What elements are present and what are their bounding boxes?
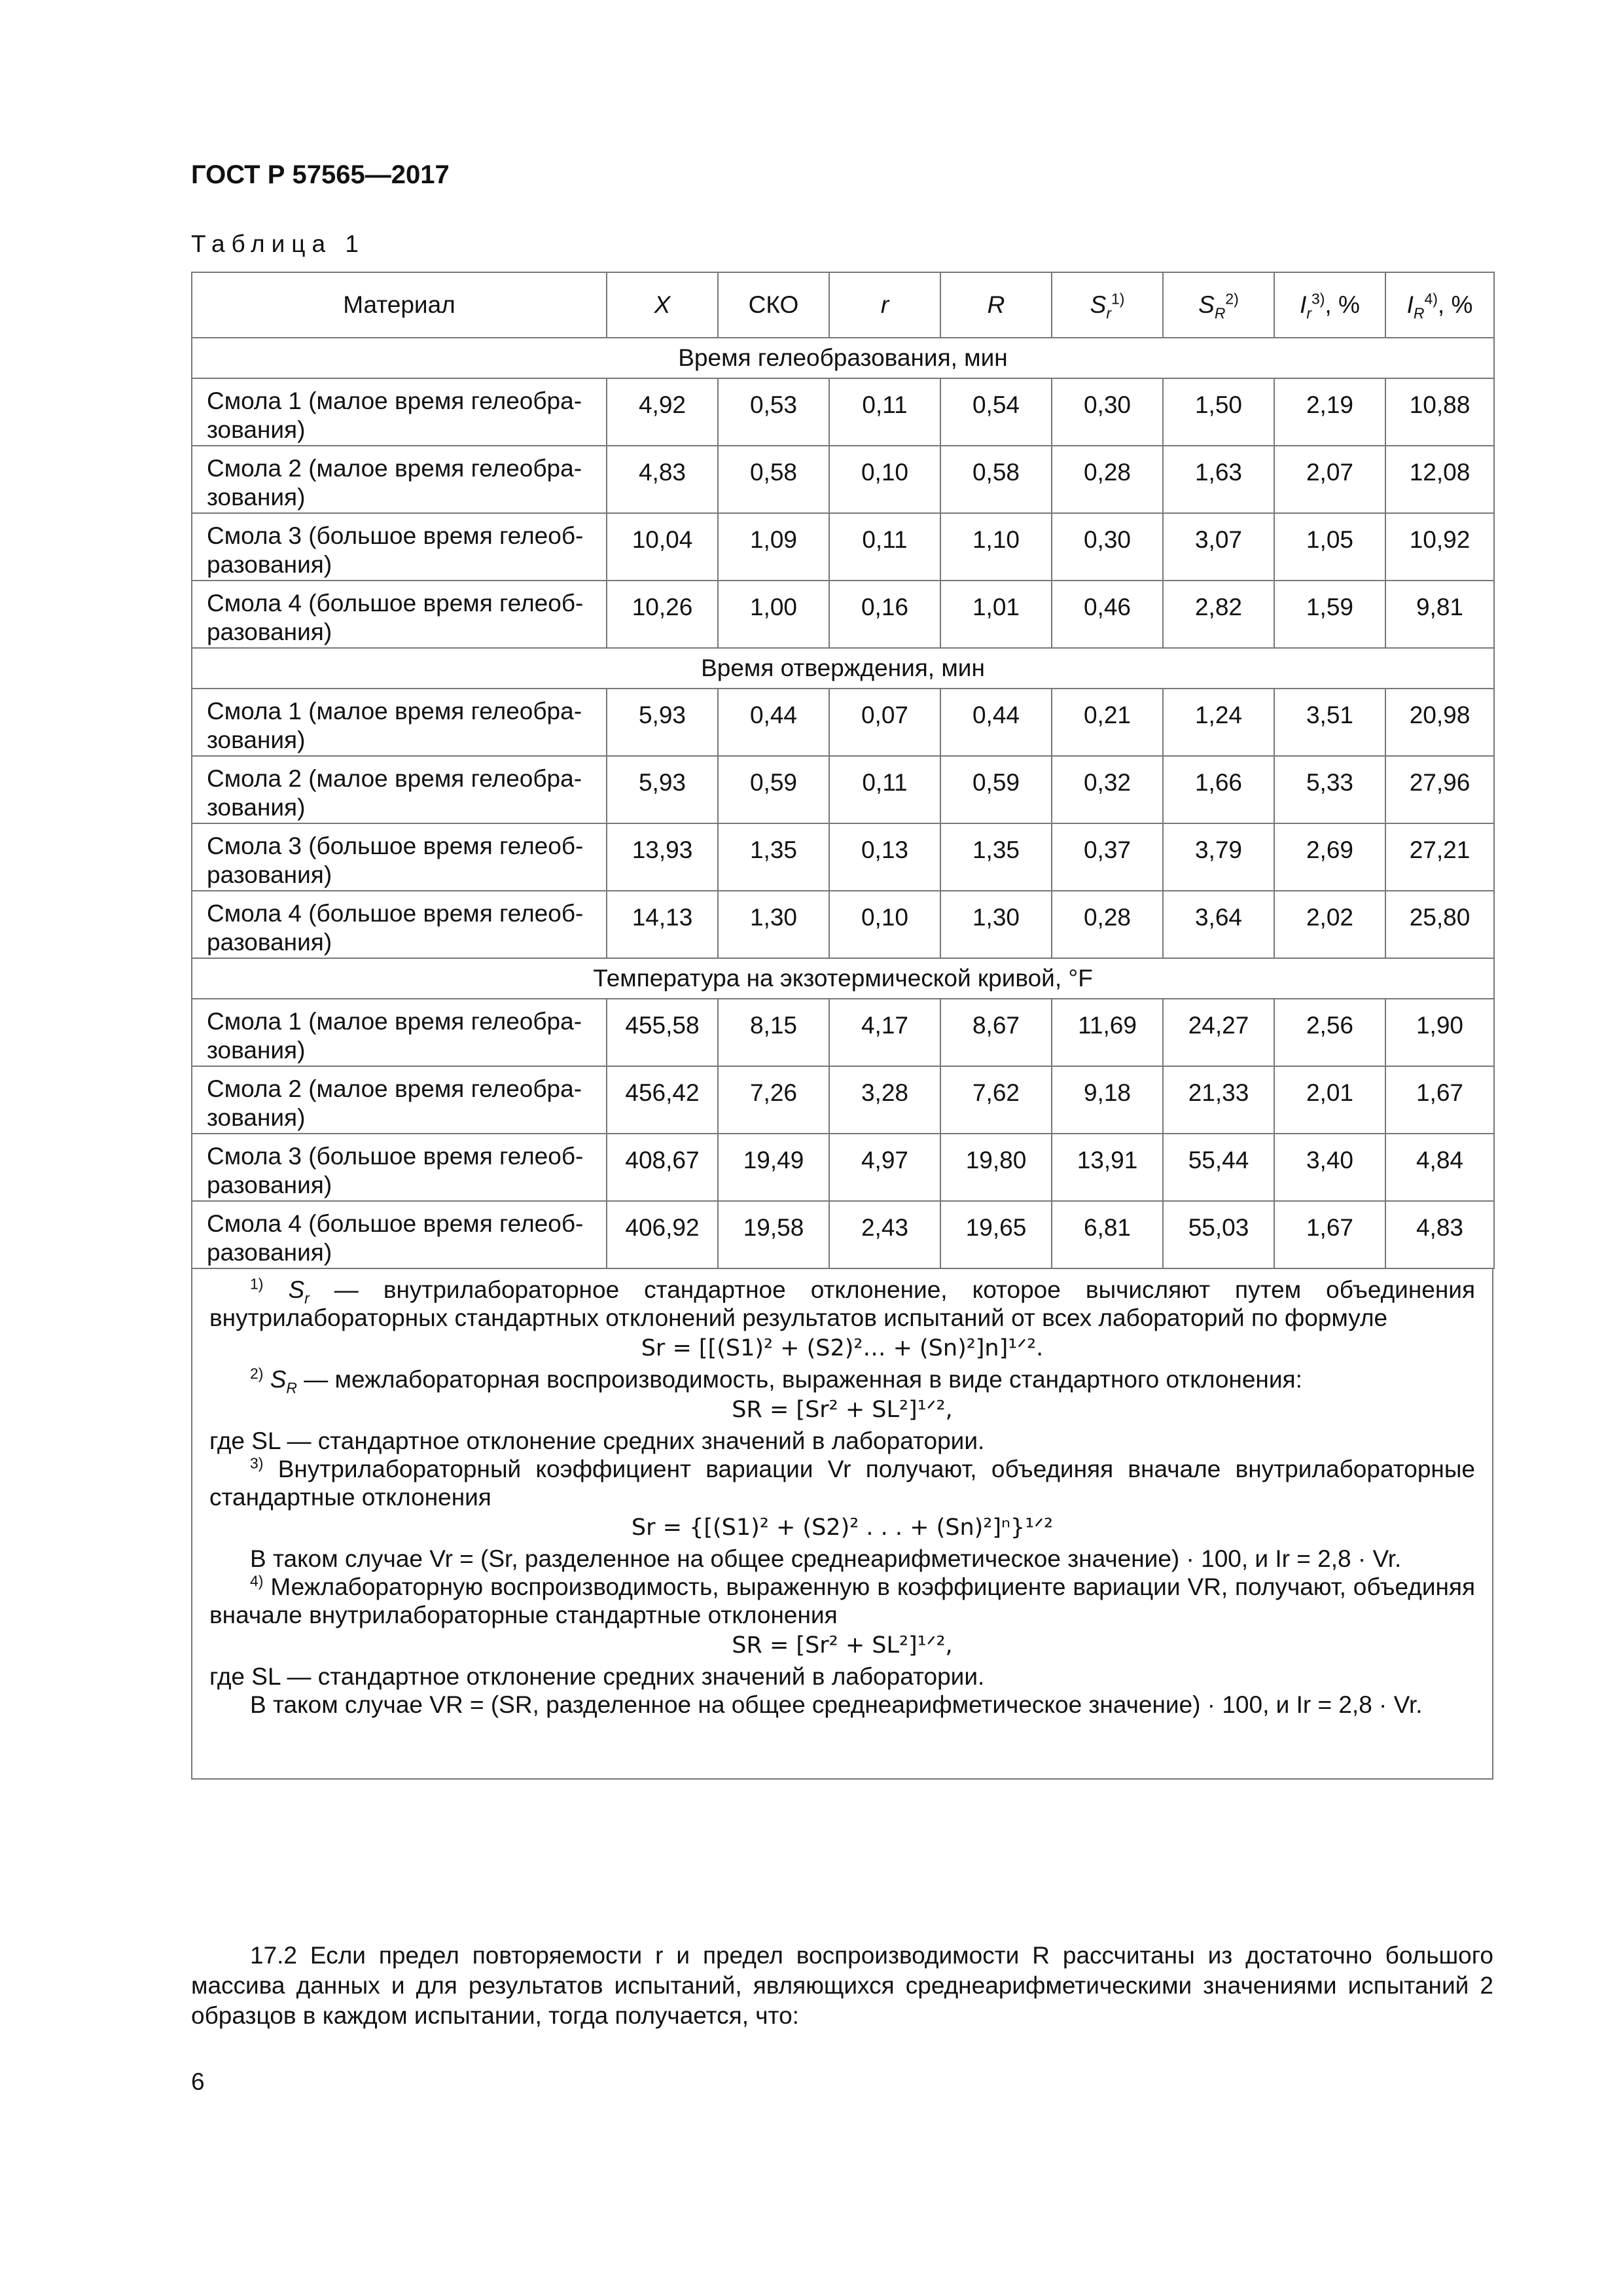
value-cell-iR: 27,21 <box>1385 823 1494 891</box>
material-line-2: зования) <box>207 416 306 443</box>
footnote-4-where: где SL — стандартное отклонение средних значений в лаборатории. <box>209 1663 985 1690</box>
material-line-2: зования) <box>207 1104 306 1131</box>
column-header-iR: $I_R^{4)}$, % <box>1385 272 1494 338</box>
value-cell-r: 0,11 <box>829 513 940 581</box>
value-cell-R: 1,01 <box>940 581 1052 648</box>
value-cell-R: 0,58 <box>940 446 1052 513</box>
value-cell-r: 4,97 <box>829 1134 940 1201</box>
value-cell-ir: 3,51 <box>1274 689 1385 756</box>
table-header-row <box>192 272 1494 338</box>
value-cell-r: 2,43 <box>829 1201 940 1268</box>
value-cell-ir: 2,56 <box>1274 999 1385 1066</box>
value-cell-sR: 24,27 <box>1163 999 1274 1066</box>
value-cell-x: 14,13 <box>607 891 718 958</box>
value-cell-x: 4,83 <box>607 446 718 513</box>
value-cell-sR: 1,50 <box>1163 378 1274 446</box>
value-cell-R: 0,54 <box>940 378 1052 446</box>
material-line-2: разования) <box>207 1239 332 1266</box>
table-row <box>192 513 1494 581</box>
column-header-sR: $S_R^{2)}$ <box>1163 272 1274 338</box>
value-cell-sR: 3,64 <box>1163 891 1274 958</box>
column-header-material: Материал <box>192 272 607 338</box>
formula-sR: SR = [Sr² + SL²]¹ᐟ², <box>732 1397 953 1423</box>
value-cell-sR: 55,44 <box>1163 1134 1274 1201</box>
value-cell-sR: 1,66 <box>1163 756 1274 823</box>
value-cell-sko: 0,44 <box>718 689 829 756</box>
value-cell-sko: 8,15 <box>718 999 829 1066</box>
formula-sr-combined: Sr = {[(S1)² + (S2)² . . . + (Sn)²]ⁿ}¹ᐟ² <box>631 1515 1054 1541</box>
table-row <box>192 1066 1494 1134</box>
table-footnotes <box>191 1269 1493 1780</box>
table-row <box>192 823 1494 891</box>
material-cell <box>192 1134 607 1201</box>
table-row <box>192 1201 1494 1268</box>
value-cell-iR: 12,08 <box>1385 446 1494 513</box>
section-header-row <box>192 338 1494 378</box>
value-cell-iR: 4,84 <box>1385 1134 1494 1201</box>
material-cell <box>192 689 607 756</box>
value-cell-sr: 9,18 <box>1052 1066 1163 1134</box>
value-cell-sr: 13,91 <box>1052 1134 1163 1201</box>
value-cell-r: 0,10 <box>829 891 940 958</box>
value-cell-sr: 0,28 <box>1052 446 1163 513</box>
material-cell <box>192 999 607 1066</box>
material-cell <box>192 581 607 648</box>
value-cell-ir: 5,33 <box>1274 756 1385 823</box>
value-cell-x: 10,26 <box>607 581 718 648</box>
material-line-1: Смола 3 (большое время гелеоб- <box>207 833 584 859</box>
value-cell-sr: 6,81 <box>1052 1201 1163 1268</box>
footnote-3: $^{3)}$ Внутрилабораторный коэффициент вариации Vr получают, объединяя вначале внутрилабораторные стандартные отклонения <box>209 1454 1475 1511</box>
material-line-2: зования) <box>207 794 306 821</box>
table-container <box>191 272 1493 1780</box>
value-cell-ir: 1,59 <box>1274 581 1385 648</box>
table-row <box>192 999 1494 1066</box>
material-line-1: Смола 1 (малое время гелеобра- <box>207 698 582 725</box>
value-cell-sr: 11,69 <box>1052 999 1163 1066</box>
value-cell-iR: 1,90 <box>1385 999 1494 1066</box>
value-cell-sR: 2,82 <box>1163 581 1274 648</box>
material-line-1: Смола 2 (малое время гелеобра- <box>207 765 582 792</box>
value-cell-sr: 0,30 <box>1052 513 1163 581</box>
section-title: Температура на экзотермической кривой, °F <box>192 958 1494 999</box>
value-cell-sko: 1,00 <box>718 581 829 648</box>
value-cell-ir: 1,05 <box>1274 513 1385 581</box>
value-cell-iR: 20,98 <box>1385 689 1494 756</box>
value-cell-sR: 55,03 <box>1163 1201 1274 1268</box>
value-cell-sko: 0,53 <box>718 378 829 446</box>
value-cell-r: 0,07 <box>829 689 940 756</box>
material-line-2: разования) <box>207 619 332 645</box>
table-row <box>192 378 1494 446</box>
value-cell-R: 8,67 <box>940 999 1052 1066</box>
value-cell-sr: 0,21 <box>1052 689 1163 756</box>
material-line-1: Смола 1 (малое время гелеобра- <box>207 1008 582 1035</box>
value-cell-sR: 3,07 <box>1163 513 1274 581</box>
value-cell-R: 0,44 <box>940 689 1052 756</box>
value-cell-r: 0,10 <box>829 446 940 513</box>
section-title: Время отверждения, мин <box>192 648 1494 689</box>
value-cell-ir: 3,40 <box>1274 1134 1385 1201</box>
material-line-2: зования) <box>207 726 306 753</box>
column-header-sr: $S_r^{1)}$ <box>1052 272 1163 338</box>
value-cell-sr: 0,46 <box>1052 581 1163 648</box>
value-cell-sko: 7,26 <box>718 1066 829 1134</box>
footnote-4: $^{4)}$ Межлабораторную воспроизводимость, выраженную в коэффициенте вариации VR, получают, объединяя вначале внутрилабораторные стандартные отклонения <box>209 1572 1475 1628</box>
value-cell-ir: 2,07 <box>1274 446 1385 513</box>
value-cell-R: 19,65 <box>940 1201 1052 1268</box>
material-line-2: разования) <box>207 861 332 888</box>
material-line-1: Смола 2 (малое время гелеобра- <box>207 455 582 482</box>
value-cell-r: 0,11 <box>829 756 940 823</box>
value-cell-sr: 0,28 <box>1052 891 1163 958</box>
value-cell-R: 19,80 <box>940 1134 1052 1201</box>
value-cell-R: 7,62 <box>940 1066 1052 1134</box>
value-cell-r: 0,16 <box>829 581 940 648</box>
table-row <box>192 581 1494 648</box>
material-line-1: Смола 2 (малое время гелеобра- <box>207 1075 582 1102</box>
column-header-x: X <box>607 272 718 338</box>
value-cell-ir: 1,67 <box>1274 1201 1385 1268</box>
value-cell-iR: 10,88 <box>1385 378 1494 446</box>
material-cell <box>192 1066 607 1134</box>
table-row <box>192 756 1494 823</box>
value-cell-R: 1,35 <box>940 823 1052 891</box>
table-row <box>192 689 1494 756</box>
section-title: Время гелеобразования, мин <box>192 338 1494 378</box>
column-header-ir: $I_r^{3)}$, % <box>1274 272 1385 338</box>
data-table <box>191 272 1495 1269</box>
value-cell-x: 456,42 <box>607 1066 718 1134</box>
value-cell-sR: 3,79 <box>1163 823 1274 891</box>
footnote-2: $^{2)}$ $S_R$ — межлабораторная воспроизводимость, выраженная в виде стандартного отклонения: <box>250 1365 1302 1397</box>
table-row <box>192 1134 1494 1201</box>
material-line-1: Смола 1 (малое время гелеобра- <box>207 387 582 414</box>
material-line-2: разования) <box>207 1172 332 1198</box>
value-cell-sR: 1,63 <box>1163 446 1274 513</box>
value-cell-x: 5,93 <box>607 689 718 756</box>
value-cell-R: 0,59 <box>940 756 1052 823</box>
section-header-row <box>192 648 1494 689</box>
value-cell-sko: 1,30 <box>718 891 829 958</box>
value-cell-x: 10,04 <box>607 513 718 581</box>
value-cell-iR: 10,92 <box>1385 513 1494 581</box>
section-header-row <box>192 958 1494 999</box>
footnote-4-case: В таком случае VR = (SR, разделенное на общее среднеарифметическое значение) · 100, и Ir = 2,8 · Vr. <box>250 1691 1423 1718</box>
value-cell-iR: 4,83 <box>1385 1201 1494 1268</box>
material-cell <box>192 513 607 581</box>
column-header-R: R <box>940 272 1052 338</box>
material-line-1: Смола 3 (большое время гелеоб- <box>207 522 584 549</box>
material-cell <box>192 1201 607 1268</box>
value-cell-sR: 1,24 <box>1163 689 1274 756</box>
value-cell-r: 0,13 <box>829 823 940 891</box>
value-cell-r: 4,17 <box>829 999 940 1066</box>
value-cell-sko: 1,09 <box>718 513 829 581</box>
material-line-2: разования) <box>207 551 332 578</box>
value-cell-x: 13,93 <box>607 823 718 891</box>
footnote-1: $^{1)}$ $S_r$ — внутрилабораторное стандартное отклонение, которое вычисляют путем объединения внутрилабораторных стандартных отклонений результатов испытаний от всех лабораторий по формуле <box>209 1275 1475 1331</box>
value-cell-R: 1,10 <box>940 513 1052 581</box>
value-cell-R: 1,30 <box>940 891 1052 958</box>
value-cell-r: 0,11 <box>829 378 940 446</box>
body-paragraph: 17.2 Если предел повторяемости r и предел воспроизводимости R рассчитаны из достаточно большого массива данных и для результатов испытаний, являющихся среднеарифметическими значениями испытаний 2 образцов в каждом испытании, тогда получается, что: <box>191 1942 1493 2029</box>
value-cell-ir: 2,01 <box>1274 1066 1385 1134</box>
column-header-r: r <box>829 272 940 338</box>
value-cell-x: 455,58 <box>607 999 718 1066</box>
value-cell-sko: 0,58 <box>718 446 829 513</box>
material-cell <box>192 756 607 823</box>
material-line-2: зования) <box>207 484 306 511</box>
table-row <box>192 446 1494 513</box>
footnote-2-where: где SL — стандартное отклонение средних значений в лаборатории. <box>209 1427 985 1454</box>
value-cell-sR: 21,33 <box>1163 1066 1274 1134</box>
value-cell-sr: 0,30 <box>1052 378 1163 446</box>
footnote-3-case: В таком случае Vr = (Sr, разделенное на общее среднеарифметическое значение) · 100, и Ir = 2,8 · Vr. <box>250 1545 1402 1572</box>
value-cell-iR: 25,80 <box>1385 891 1494 958</box>
value-cell-iR: 9,81 <box>1385 581 1494 648</box>
value-cell-r: 3,28 <box>829 1066 940 1134</box>
value-cell-sr: 0,37 <box>1052 823 1163 891</box>
table-body <box>192 338 1494 1268</box>
document-header: ГОСТ Р 57565—2017 <box>191 160 450 189</box>
table-row <box>192 891 1494 958</box>
page-number: 6 <box>191 2068 205 2095</box>
material-line-1: Смола 3 (большое время гелеоб- <box>207 1143 584 1170</box>
value-cell-sko: 19,49 <box>718 1134 829 1201</box>
table-title: Таблица 1 <box>191 230 365 257</box>
value-cell-sr: 0,32 <box>1052 756 1163 823</box>
material-line-2: разования) <box>207 929 332 956</box>
material-cell <box>192 446 607 513</box>
value-cell-x: 5,93 <box>607 756 718 823</box>
material-line-1: Смола 4 (большое время гелеоб- <box>207 1210 584 1237</box>
formula-sR-2: SR = [Sr² + SL²]¹ᐟ², <box>732 1632 953 1659</box>
column-header-sko: СКО <box>718 272 829 338</box>
material-cell <box>192 378 607 446</box>
material-line-1: Смола 4 (большое время гелеоб- <box>207 900 584 927</box>
value-cell-ir: 2,02 <box>1274 891 1385 958</box>
value-cell-iR: 1,67 <box>1385 1066 1494 1134</box>
value-cell-sko: 0,59 <box>718 756 829 823</box>
material-cell <box>192 891 607 958</box>
formula-sr-pooled: Sr = [[(S1)² + (S2)²… + (Sn)²]n]¹ᐟ². <box>641 1335 1044 1361</box>
value-cell-ir: 2,19 <box>1274 378 1385 446</box>
value-cell-iR: 27,96 <box>1385 756 1494 823</box>
value-cell-ir: 2,69 <box>1274 823 1385 891</box>
value-cell-x: 408,67 <box>607 1134 718 1201</box>
material-cell <box>192 823 607 891</box>
value-cell-x: 4,92 <box>607 378 718 446</box>
material-line-2: зования) <box>207 1037 306 1064</box>
value-cell-x: 406,92 <box>607 1201 718 1268</box>
value-cell-sko: 1,35 <box>718 823 829 891</box>
value-cell-sko: 19,58 <box>718 1201 829 1268</box>
material-line-1: Смола 4 (большое время гелеоб- <box>207 590 584 617</box>
